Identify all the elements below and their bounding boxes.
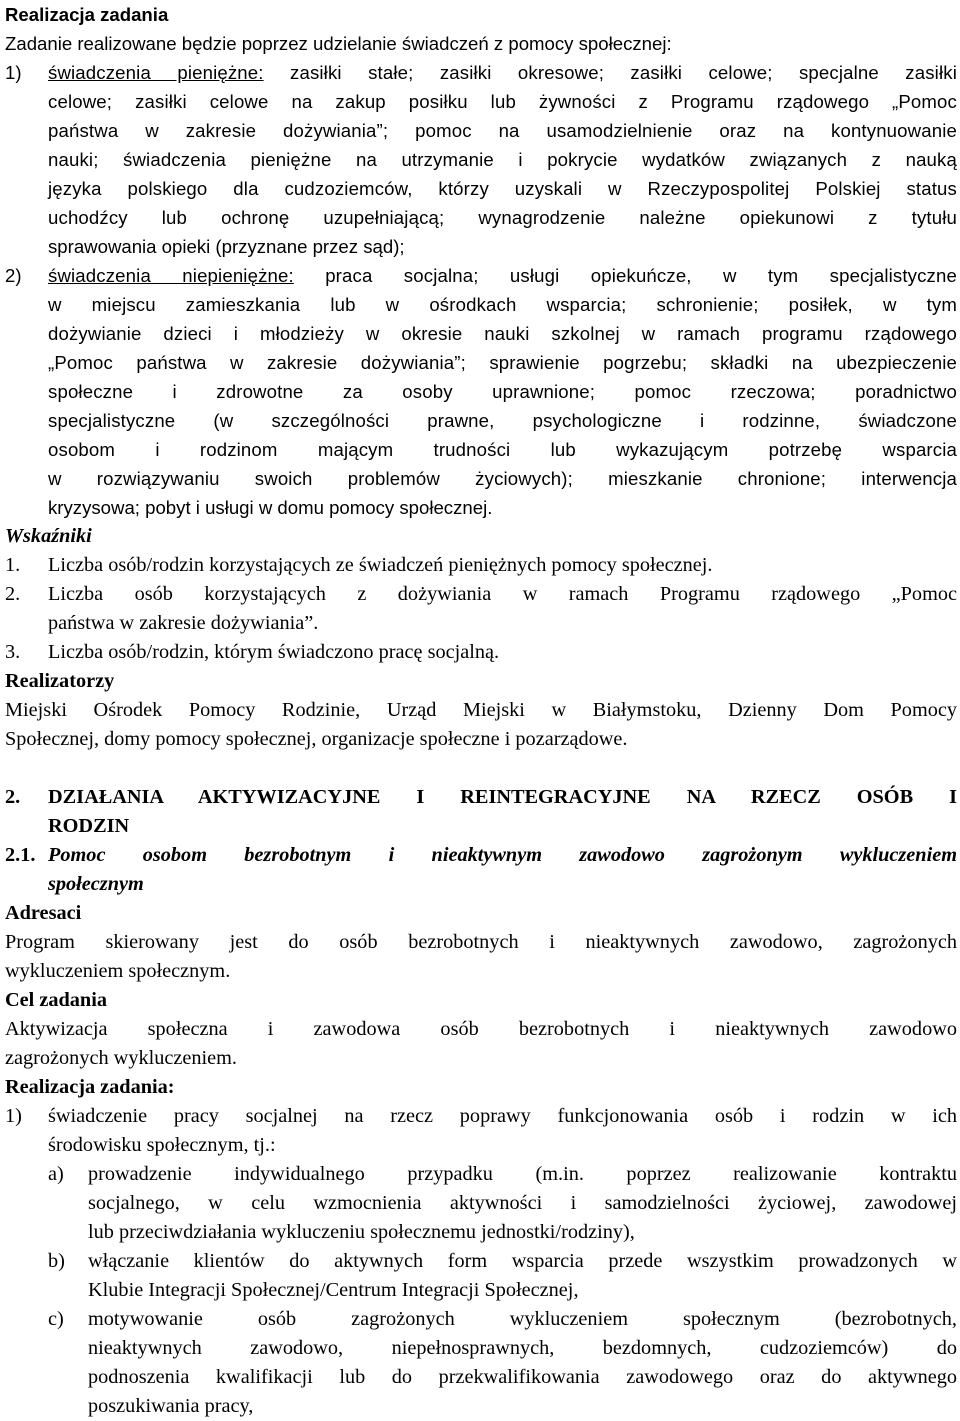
sub-list-item: [5, 1160, 957, 1247]
paragraph: Społecznej, domy pomocy społecznej, organizacje społeczne i pozarządowe.: [5, 728, 628, 750]
addressees-section: [5, 899, 957, 986]
list-number: 2): [5, 265, 22, 286]
list-item: [5, 261, 957, 522]
paragraph: wykluczeniem społecznym.: [5, 960, 231, 982]
chapter-heading: [5, 783, 957, 841]
list-text: w miejscu zamieszkania lub w ośrodkach wsparcia; schronienie; posiłek, w tym: [48, 294, 957, 315]
paragraph: Zadanie realizowane będzie poprzez udzielanie świadczeń z pomocy społecznej:: [5, 33, 672, 54]
list-term: świadczenia niepieniężne:: [48, 265, 294, 286]
sub-list-letter: c): [48, 1308, 64, 1330]
sub-list-letter: b): [48, 1250, 65, 1272]
list-text: nieaktywnych zawodowo, niepełnosprawnych, bezdomnych, cudzoziemców) do: [88, 1337, 957, 1359]
list-text: społeczne i zdrowotne za osoby uprawnione; pomoc rzeczowa; poradnictwo: [48, 381, 957, 402]
list-text: prowadzenie indywidualnego przypadku (m.in. poprzez realizowanie kontraktu: [88, 1163, 957, 1185]
list-text: Liczba osób/rodzin, którym świadczono pracę socjalną.: [48, 641, 500, 663]
implementers-section: [5, 667, 957, 754]
list-text: lub przeciwdziałania wykluczeniu społecznemu jednostki/rodziny),: [88, 1221, 635, 1243]
chapter-title: RODZIN: [48, 815, 130, 837]
section-heading: Realizacja zadania: [5, 4, 169, 25]
list-text: włączanie klientów do aktywnych form wsparcia przede wszystkim prowadzonych w: [88, 1250, 957, 1272]
realization-section: [5, 0, 957, 522]
list-text: celowe; zasiłki celowe na zakup posiłku lub żywności z Programu rządowego „Pomoc: [48, 91, 957, 112]
list-text: specjalistyczne (w szczególności prawne, psychologiczne i rodzinne, świadczone: [48, 410, 957, 431]
paragraph: Aktywizacja społeczna i zawodowa osób bezrobotnych i nieaktywnych zawodowo: [5, 1018, 957, 1040]
paragraph: zagrożonych wykluczeniem.: [5, 1047, 238, 1069]
list-term: świadczenia pieniężne:: [48, 62, 264, 83]
list-text: motywowanie osób zagrożonych wykluczeniem społecznym (bezrobotnych,: [88, 1308, 957, 1330]
list-text: państwa w zakresie dożywiania”; pomoc na usamodzielnienie oraz na kontynuowanie: [48, 120, 957, 141]
list-text: kryzysowa; pobyt i usługi w domu pomocy społecznej.: [48, 497, 493, 518]
section-heading: Adresaci: [5, 902, 82, 924]
list-number: 2.: [5, 583, 21, 605]
list-text: Liczba osób/rodzin korzystających ze świadczeń pieniężnych pomocy społecznej.: [48, 554, 713, 576]
section-heading: Realizacja zadania:: [5, 1076, 175, 1098]
list-text: praca socjalna; usługi opiekuńcze, w tym specjalistyczne: [325, 265, 957, 286]
list-number: 1): [5, 1105, 22, 1127]
subchapter-number: 2.1.: [5, 844, 36, 866]
chapter-number: 2.: [5, 786, 21, 808]
sub-list-letter: a): [48, 1163, 64, 1185]
section-heading: Realizatorzy: [5, 670, 115, 692]
list-text: osobom i rodzinom mającym trudności lub wykazującym potrzebę wsparcia: [48, 439, 957, 460]
list-text: języka polskiego dla cudzoziemców, którzy uzyskali w Rzeczypospolitej Polskiej status: [48, 178, 957, 199]
list-text: poszukiwania pracy,: [88, 1395, 254, 1417]
subchapter-title: społecznym: [48, 873, 144, 895]
list-item: [5, 1102, 957, 1131]
list-text: „Pomoc państwa w zakresie dożywiania”; sprawienie pogrzebu; składki na ubezpieczenie: [48, 352, 957, 373]
list-text: państwa w zakresie dożywiania”.: [48, 612, 319, 634]
list-text: świadczenie pracy socjalnej na rzecz poprawy funkcjonowania osób i rodzin w ich: [48, 1105, 957, 1127]
list-number: 1): [5, 62, 22, 83]
list-text: środowisku społecznym, tj.:: [48, 1134, 276, 1156]
goal-section: [5, 986, 957, 1073]
list-item: [5, 58, 957, 261]
paragraph: Miejski Ośrodek Pomocy Rodzinie, Urząd Miejski w Białymstoku, Dzienny Dom Pomocy: [5, 699, 957, 721]
list-text: nauki; świadczenia pieniężne na utrzymanie i pokrycie wydatków związanych z nauką: [48, 149, 957, 170]
list-text: w rozwiązywaniu swoich problemów życiowych); mieszkanie chronione; interwencja: [48, 468, 957, 489]
document-page: [5, 0, 957, 1421]
paragraph: Program skierowany jest do osób bezrobotnych i nieaktywnych zawodowo, zagrożonych: [5, 931, 957, 953]
list-text: podnoszenia kwalifikacji lub do przekwalifikowania zawodowego oraz do aktywnego: [88, 1366, 957, 1388]
list-number: 3.: [5, 641, 21, 663]
list-text: Klubie Integracji Społecznej/Centrum Integracji Społecznej,: [88, 1279, 579, 1301]
implementation-section: [5, 1073, 957, 1421]
subchapter-heading: [5, 841, 957, 899]
list-text: uchodźcy lub ochronę uzupełniającą; wynagrodzenie należne opiekunowi z tytułu: [48, 207, 957, 228]
list-text: Liczba osób korzystających z dożywiania w ramach Programu rządowego „Pomoc: [48, 583, 957, 605]
list-item: [5, 580, 957, 609]
list-item: [5, 638, 957, 667]
subchapter-title: Pomoc osobom bezrobotnym i nieaktywnym zawodowo zagrożonym wykluczeniem: [48, 844, 957, 866]
section-heading: Cel zadania: [5, 989, 107, 1011]
list-text: sprawowania opieki (przyznane przez sąd);: [48, 236, 405, 257]
list-item: [5, 551, 957, 580]
section-heading: Wskaźniki: [5, 525, 92, 547]
chapter-title: DZIAŁANIA AKTYWIZACYJNE I REINTEGRACYJNE NA RZECZ OSÓB I: [48, 786, 957, 808]
list-text: socjalnego, w celu wzmocnienia aktywności i samodzielności życiowej, zawodowej: [88, 1192, 957, 1214]
list-text: zasiłki stałe; zasiłki okresowe; zasiłki celowe; specjalne zasiłki: [290, 62, 957, 83]
list-text: dożywianie dzieci i młodzieży w okresie nauki szkolnej w ramach programu rządowego: [48, 323, 957, 344]
sub-list-item: [5, 1305, 957, 1421]
indicators-section: [5, 522, 957, 667]
list-number: 1.: [5, 554, 21, 576]
sub-list-item: [5, 1247, 957, 1305]
